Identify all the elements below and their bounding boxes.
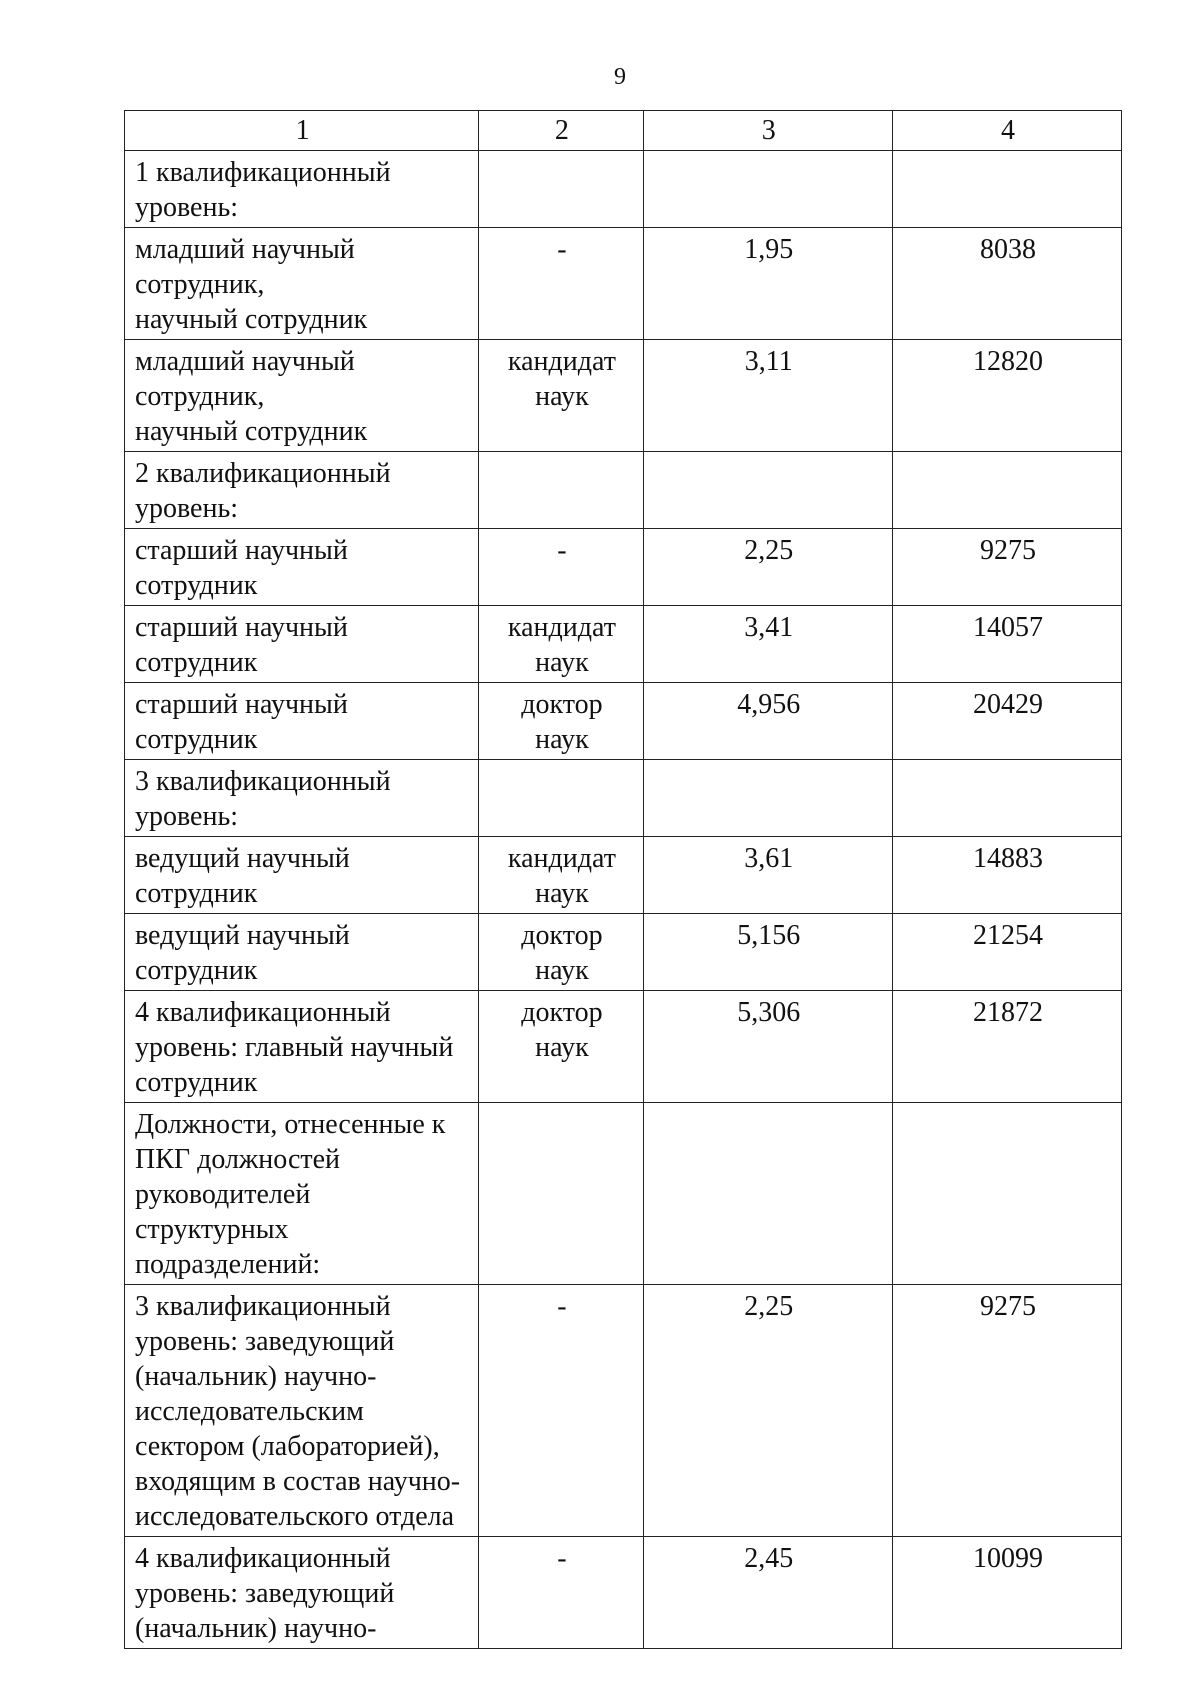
salary-cell xyxy=(892,529,1121,606)
degree-cell xyxy=(479,529,643,606)
salary-cell xyxy=(892,991,1121,1103)
degree-cell xyxy=(479,1103,643,1285)
degree-cell xyxy=(479,452,643,529)
degree-cell xyxy=(479,606,643,683)
position-cell xyxy=(125,991,479,1103)
salary-cell-text: 9275 xyxy=(979,535,1036,566)
degree-cell xyxy=(479,340,643,452)
coefficient-cell xyxy=(643,837,892,914)
salary-cell xyxy=(892,1285,1121,1537)
degree-cell-text: доктор наук xyxy=(521,689,603,755)
table-body xyxy=(125,111,1122,1649)
table-row xyxy=(125,151,1122,228)
table-row xyxy=(125,1285,1122,1537)
degree-cell xyxy=(479,1537,643,1649)
position-cell xyxy=(125,914,479,991)
salary-cell xyxy=(892,760,1121,837)
degree-cell-text: - xyxy=(557,535,567,566)
table-row xyxy=(125,452,1122,529)
coefficient-cell-text: 3,41 xyxy=(744,612,794,643)
degree-cell xyxy=(479,683,643,760)
position-cell xyxy=(125,606,479,683)
coefficient-cell xyxy=(643,1103,892,1285)
table-row xyxy=(125,914,1122,991)
coefficient-cell xyxy=(643,683,892,760)
coefficient-cell-text: 3,11 xyxy=(744,346,793,377)
position-cell-text: старший научный сотрудник xyxy=(135,535,348,601)
coefficient-cell xyxy=(643,452,892,529)
salary-cell-text: 14057 xyxy=(972,612,1043,643)
degree-cell xyxy=(479,837,643,914)
coefficient-cell-text: 1,95 xyxy=(744,234,794,265)
salary-cell-text: 14883 xyxy=(972,843,1043,874)
salary-cell xyxy=(892,683,1121,760)
position-cell-text: 2 квалификационный уровень: xyxy=(135,458,391,524)
position-cell xyxy=(125,452,479,529)
position-cell xyxy=(125,1103,479,1285)
position-cell xyxy=(125,1537,479,1649)
header-cell-2: 2 xyxy=(479,111,643,151)
table-row xyxy=(125,606,1122,683)
salary-table xyxy=(124,110,1122,1649)
position-cell-text: младший научный сотрудник, научный сотрудник xyxy=(135,234,368,335)
position-cell-text: 3 квалификационный уровень: xyxy=(135,766,391,832)
coefficient-cell-text: 5,156 xyxy=(737,920,801,951)
position-cell-text: младший научный сотрудник, научный сотрудник xyxy=(135,346,368,447)
salary-cell-text: 21254 xyxy=(972,920,1043,951)
coefficient-cell-text: 5,306 xyxy=(737,997,801,1028)
position-cell-text: ведущий научный сотрудник xyxy=(135,920,350,986)
position-cell-text: 1 квалификационный уровень: xyxy=(135,157,391,223)
table-row xyxy=(125,991,1122,1103)
salary-cell xyxy=(892,1537,1121,1649)
position-cell-text: 4 квалификационный уровень: главный научный сотрудник xyxy=(135,997,454,1098)
degree-cell xyxy=(479,1285,643,1537)
table-row xyxy=(125,529,1122,606)
position-cell xyxy=(125,340,479,452)
position-cell xyxy=(125,1285,479,1537)
degree-cell xyxy=(479,991,643,1103)
degree-cell-text: - xyxy=(557,1291,567,1322)
coefficient-cell xyxy=(643,1537,892,1649)
degree-cell xyxy=(479,228,643,340)
page-number: 9 xyxy=(614,64,626,90)
coefficient-cell xyxy=(643,340,892,452)
degree-cell-text: кандидат наук xyxy=(507,612,616,678)
table-row xyxy=(125,340,1122,452)
coefficient-cell xyxy=(643,228,892,340)
salary-cell xyxy=(892,452,1121,529)
position-cell-text: 3 квалификационный уровень: заведующий (начальник) научно- исследовательским сектором (лабораторией), входящим в состав научно- исследовательского отдела xyxy=(135,1291,461,1532)
degree-cell xyxy=(479,760,643,837)
salary-cell-text: 20429 xyxy=(972,689,1043,720)
coefficient-cell xyxy=(643,914,892,991)
position-cell xyxy=(125,837,479,914)
table-row xyxy=(125,837,1122,914)
salary-cell xyxy=(892,1103,1121,1285)
degree-cell-text: доктор наук xyxy=(521,997,603,1063)
table-row xyxy=(125,1537,1122,1649)
salary-cell-text: 21872 xyxy=(972,997,1043,1028)
coefficient-cell xyxy=(643,606,892,683)
salary-cell-text: 10099 xyxy=(972,1543,1043,1574)
position-cell xyxy=(125,151,479,228)
position-cell xyxy=(125,683,479,760)
position-cell xyxy=(125,228,479,340)
coefficient-cell xyxy=(643,529,892,606)
table-row xyxy=(125,760,1122,837)
position-cell-text: ведущий научный сотрудник xyxy=(135,843,350,909)
coefficient-cell-text: 4,956 xyxy=(737,689,801,720)
coefficient-cell xyxy=(643,991,892,1103)
degree-cell-text: кандидат наук xyxy=(507,346,616,412)
header-cell-1: 1 xyxy=(125,111,479,151)
position-cell-text: 4 квалификационный уровень: заведующий (начальник) научно- xyxy=(135,1543,395,1644)
position-cell-text: Должности, отнесенные к ПКГ должностей руководителей структурных подразделений: xyxy=(135,1109,446,1280)
degree-cell-text: кандидат наук xyxy=(507,843,616,909)
table-row xyxy=(125,228,1122,340)
coefficient-cell-text: 3,61 xyxy=(744,843,794,874)
degree-cell xyxy=(479,151,643,228)
position-cell xyxy=(125,529,479,606)
salary-cell xyxy=(892,606,1121,683)
header-cell-3: 3 xyxy=(643,111,892,151)
coefficient-cell xyxy=(643,151,892,228)
salary-cell-text: 9275 xyxy=(979,1291,1036,1322)
table-header-row xyxy=(125,111,1122,151)
coefficient-cell-text: 2,25 xyxy=(744,1291,794,1322)
table-row xyxy=(125,683,1122,760)
coefficient-cell-text: 2,45 xyxy=(744,1543,794,1574)
salary-cell xyxy=(892,914,1121,991)
degree-cell xyxy=(479,914,643,991)
salary-cell xyxy=(892,837,1121,914)
salary-cell xyxy=(892,340,1121,452)
header-cell-4: 4 xyxy=(892,111,1121,151)
position-cell-text: старший научный сотрудник xyxy=(135,689,348,755)
table-row xyxy=(125,1103,1122,1285)
degree-cell-text: - xyxy=(557,234,567,265)
coefficient-cell xyxy=(643,760,892,837)
position-cell-text: старший научный сотрудник xyxy=(135,612,348,678)
degree-cell-text: доктор наук xyxy=(521,920,603,986)
salary-cell xyxy=(892,151,1121,228)
coefficient-cell xyxy=(643,1285,892,1537)
salary-cell-text: 8038 xyxy=(979,234,1036,265)
salary-cell xyxy=(892,228,1121,340)
degree-cell-text: - xyxy=(557,1543,567,1574)
coefficient-cell-text: 2,25 xyxy=(744,535,794,566)
position-cell xyxy=(125,760,479,837)
salary-cell-text: 12820 xyxy=(972,346,1043,377)
